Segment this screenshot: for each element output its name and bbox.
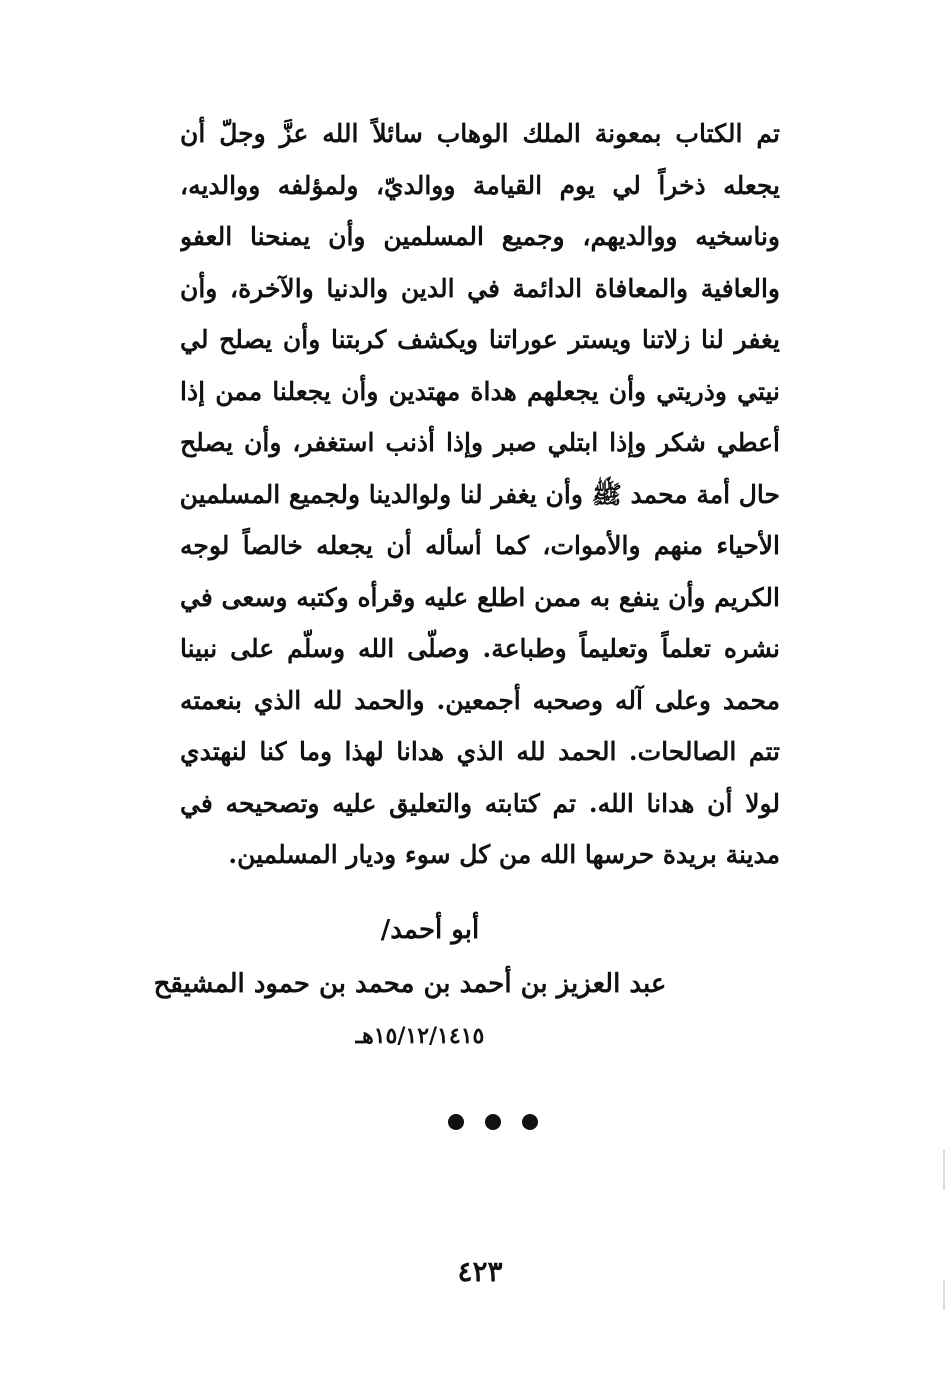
ornament-dot-icon xyxy=(448,1114,464,1130)
signature-full-name: عبد العزيز بن أحمد بن محمد بن حمود المشيقح xyxy=(153,969,667,999)
page-number: ٤٢٣ xyxy=(457,1255,503,1288)
text-line: محمد وعلى آله وصحبه أجمعين. والحمد لله الذي بنعمته xyxy=(180,685,780,715)
text-line: والعافية والمعافاة الدائمة في الدين والدنيا والآخرة، وأن xyxy=(180,273,780,303)
text-line: تتم الصالحات. الحمد لله الذي هدانا لهذا وما كنا لنهتدي xyxy=(180,737,780,766)
section-end-ornament xyxy=(448,1110,538,1134)
text-line-last: مدينة بريدة حرسها الله من كل سوء وديار المسلمين. xyxy=(228,840,780,869)
text-line: وناسخيه ووالديهم، وجميع المسلمين وأن يمنحنا العفو xyxy=(180,222,780,251)
text-line: نشره تعلماً وتعليماً وطباعة. وصلّى الله وسلّم على نبينا xyxy=(180,634,780,663)
text-line: حال أمة محمد ﷺ وأن يغفر لنا ولوالدينا ولجميع المسلمين xyxy=(180,479,780,509)
scan-edge-mark xyxy=(943,1280,945,1310)
text-line: الأحياء منهم والأموات، كما أسأله أن يجعله خالصاً لوجه xyxy=(180,531,780,560)
text-line: يجعله ذخراً لي يوم القيامة ووالديّ، ولمؤلفه ووالديه، xyxy=(180,170,780,200)
signature-author: أبو أحمد/ xyxy=(380,915,480,945)
text-line: أعطي شكر وإذا ابتلي صبر وإذا أذنب استغفر، وأن يصلح xyxy=(180,428,780,457)
signature-date: ١٥/١٢/١٤١٥هـ xyxy=(355,1023,485,1049)
text-line: لولا أن هدانا الله. تم كتابته والتعليق عليه وتصحيحه في xyxy=(180,788,780,818)
closing-paragraph xyxy=(180,108,780,881)
text-line: تم الكتاب بمعونة الملك الوهاب سائلاً الله عزَّ وجلّ أن xyxy=(180,119,780,148)
ornament-dot-icon xyxy=(522,1114,538,1130)
text-line: نيتي وذريتي وأن يجعلهم هداة مهتدين وأن يجعلنا ممن إذا xyxy=(180,376,780,406)
text-line: يغفر لنا زلاتنا ويستر عوراتنا ويكشف كربتنا وأن يصلح لي xyxy=(180,325,780,354)
text-line: الكريم وأن ينفع به ممن اطلع عليه وقرأه وكتبه وسعى في xyxy=(180,582,780,612)
ornament-dot-icon xyxy=(485,1114,501,1130)
scan-edge-mark xyxy=(943,1150,945,1190)
